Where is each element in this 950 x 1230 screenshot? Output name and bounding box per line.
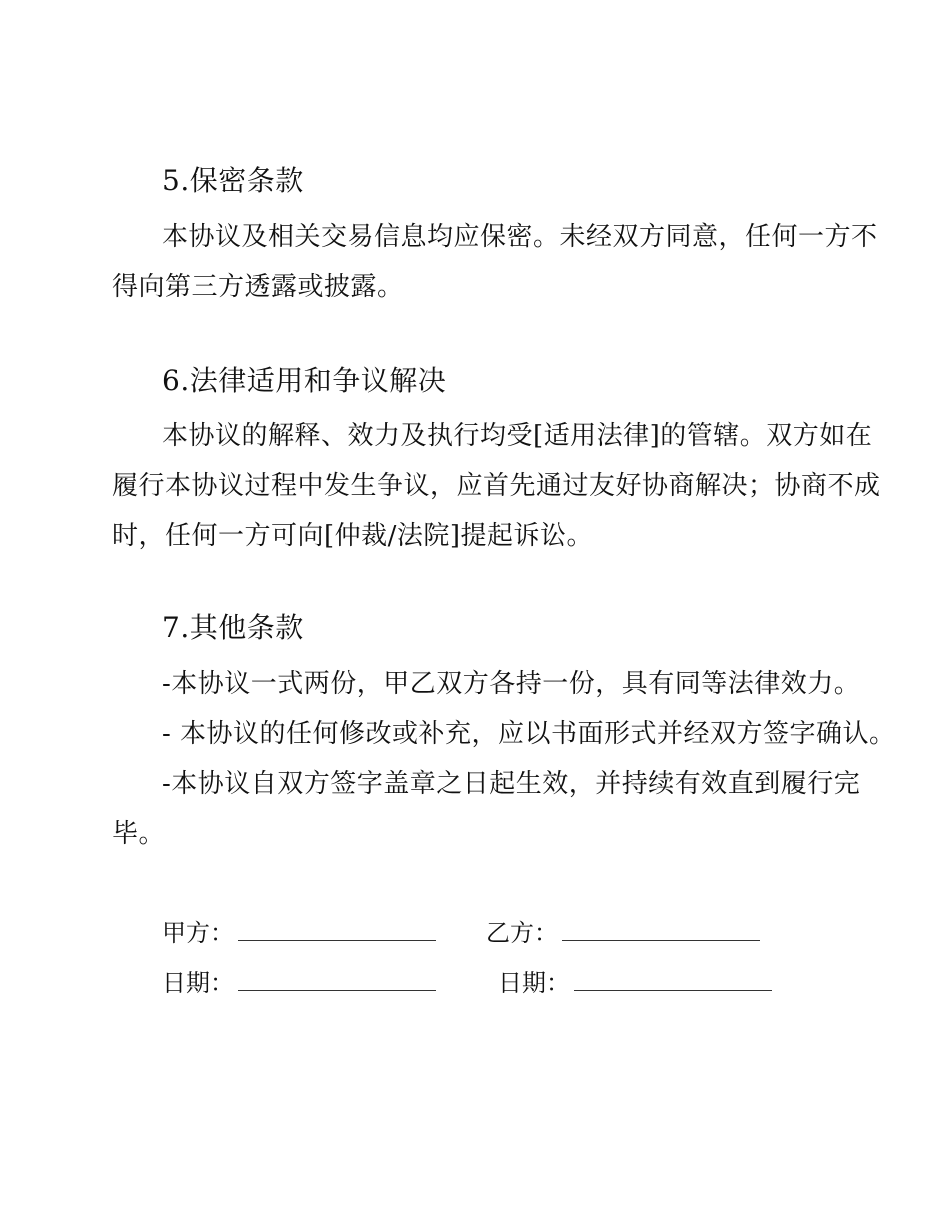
section-7-line-2: - 本协议的任何修改或补充，应以书面形式并经双方签字确认。	[162, 719, 896, 749]
party-b-date	[498, 968, 772, 998]
date-a-label: 日期：	[162, 969, 234, 997]
section-6-line-2: 履行本协议过程中发生争议，应首先通过友好协商解决；协商不成	[112, 471, 881, 501]
party-a-signature-blank	[238, 920, 436, 941]
section-6-line-1: 本协议的解释、效力及执行均受[适用法律]的管辖。双方如在	[162, 421, 873, 451]
section-5-line-1: 本协议及相关交易信息均应保密。未经双方同意，任何一方不	[162, 222, 878, 252]
date-b-blank	[574, 970, 772, 991]
section-7-line-1: -本协议一式两份，甲乙双方各持一份，具有同等法律效力。	[162, 669, 861, 699]
party-a-date	[162, 968, 436, 998]
section-5-heading: 5.保密条款	[162, 164, 304, 197]
section-5-line-2: 得向第三方透露或披露。	[112, 272, 404, 302]
section-7-line-3: -本协议自双方签字盖章之日起生效，并持续有效直到履行完	[162, 769, 861, 799]
party-b-signature	[486, 918, 760, 948]
section-7-heading: 7.其他条款	[162, 611, 304, 644]
party-b-label: 乙方：	[486, 919, 558, 947]
section-6-line-3: 时，任何一方可向[仲裁/法院]提起诉讼。	[112, 521, 594, 551]
party-b-signature-blank	[562, 920, 760, 941]
party-a-signature	[162, 918, 436, 948]
date-a-blank	[238, 970, 436, 991]
section-6-heading: 6.法律适用和争议解决	[162, 364, 447, 397]
date-b-label: 日期：	[498, 969, 570, 997]
party-a-label: 甲方：	[162, 919, 234, 947]
section-7-line-4: 毕。	[112, 819, 166, 849]
